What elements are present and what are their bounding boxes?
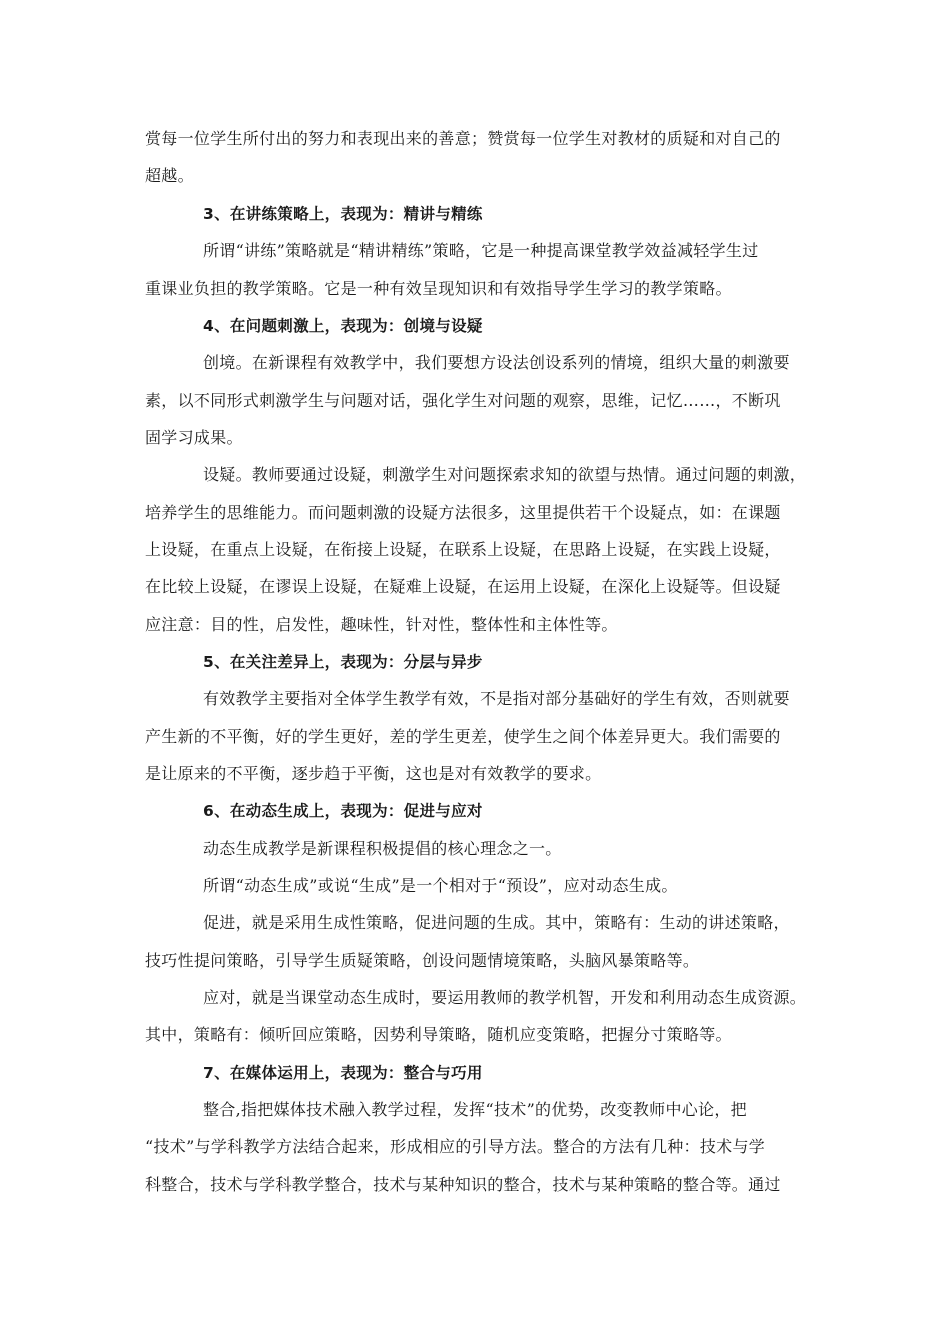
paragraph-line: 应注意：目的性，启发性，趣味性，针对性，整体性和主体性等。 [145,615,618,634]
paragraph-line: 整合,指把媒体技术融入教学过程，发挥“技术”的优势，改变教师中心论，把 [203,1100,747,1119]
paragraph-line: 所谓“动态生成”或说“生成”是一个相对于“预设”，应对动态生成。 [203,876,678,895]
section-heading-3: 3、在讲练策略上，表现为：精讲与精练 [203,205,483,223]
paragraph-line: 设疑。教师要通过设疑，刺激学生对问题探索求知的欲望与热情。通过问题的刺激， [203,465,807,484]
section-heading-4: 4、在问题刺激上，表现为：创境与设疑 [203,317,483,335]
paragraph-line: 赏每一位学生所付出的努力和表现出来的善意；赞赏每一位学生对教材的质疑和对自己的 [145,129,781,148]
paragraph-line: 产生新的不平衡，好的学生更好，差的学生更差，使学生之间个体差异更大。我们需要的 [145,727,781,746]
section-heading-7: 7、在媒体运用上，表现为：整合与巧用 [203,1064,483,1082]
section-heading-5: 5、在关注差异上，表现为：分层与异步 [203,653,483,671]
paragraph-line: 所谓“讲练”策略就是“精讲精练”策略，它是一种提高课堂教学效益减轻学生过 [203,241,759,260]
paragraph-line: 应对，就是当课堂动态生成时，要运用教师的教学机智，开发和利用动态生成资源。 [203,988,807,1007]
paragraph-line: “技术”与学科教学方法结合起来，形成相应的引导方法。整合的方法有几种：技术与学 [145,1137,766,1156]
paragraph-line: 素，以不同形式刺激学生与问题对话，强化学生对问题的观察，思维，记忆……，不断巩 [145,391,781,410]
section-heading-6: 6、在动态生成上，表现为：促进与应对 [203,802,483,820]
paragraph-line: 超越。 [145,166,194,185]
paragraph-line: 创境。在新课程有效教学中，我们要想方设法创设系列的情境，组织大量的刺激要 [203,353,790,372]
paragraph-line: 技巧性提问策略，引导学生质疑策略，创设问题情境策略，头脑风暴策略等。 [145,951,700,970]
paragraph-line: 重课业负担的教学策略。它是一种有效呈现知识和有效指导学生学习的教学策略。 [145,279,732,298]
paragraph-line: 是让原来的不平衡，逐步趋于平衡，这也是对有效教学的要求。 [145,764,602,783]
paragraph-line: 培养学生的思维能力。而问题刺激的设疑方法很多，这里提供若干个设疑点，如：在课题 [145,503,781,522]
paragraph-line: 其中，策略有：倾听回应策略，因势利导策略，随机应变策略，把握分寸策略等。 [145,1025,732,1044]
paragraph-line: 促进，就是采用生成性策略，促进问题的生成。其中，策略有：生动的讲述策略， [203,913,790,932]
paragraph-line: 科整合，技术与学科教学整合，技术与某种知识的整合，技术与某种策略的整合等。通过 [145,1175,781,1194]
paragraph-line: 在比较上设疑，在谬误上设疑，在疑难上设疑，在运用上设疑，在深化上设疑等。但设疑 [145,577,781,596]
paragraph-line: 有效教学主要指对全体学生教学有效，不是指对部分基础好的学生有效，否则就要 [203,689,790,708]
paragraph-line: 固学习成果。 [145,428,243,447]
paragraph-line: 动态生成教学是新课程积极提倡的核心理念之一。 [203,839,562,858]
paragraph-line: 上设疑，在重点上设疑，在衔接上设疑，在联系上设疑，在思路上设疑，在实践上设疑， [145,540,781,559]
